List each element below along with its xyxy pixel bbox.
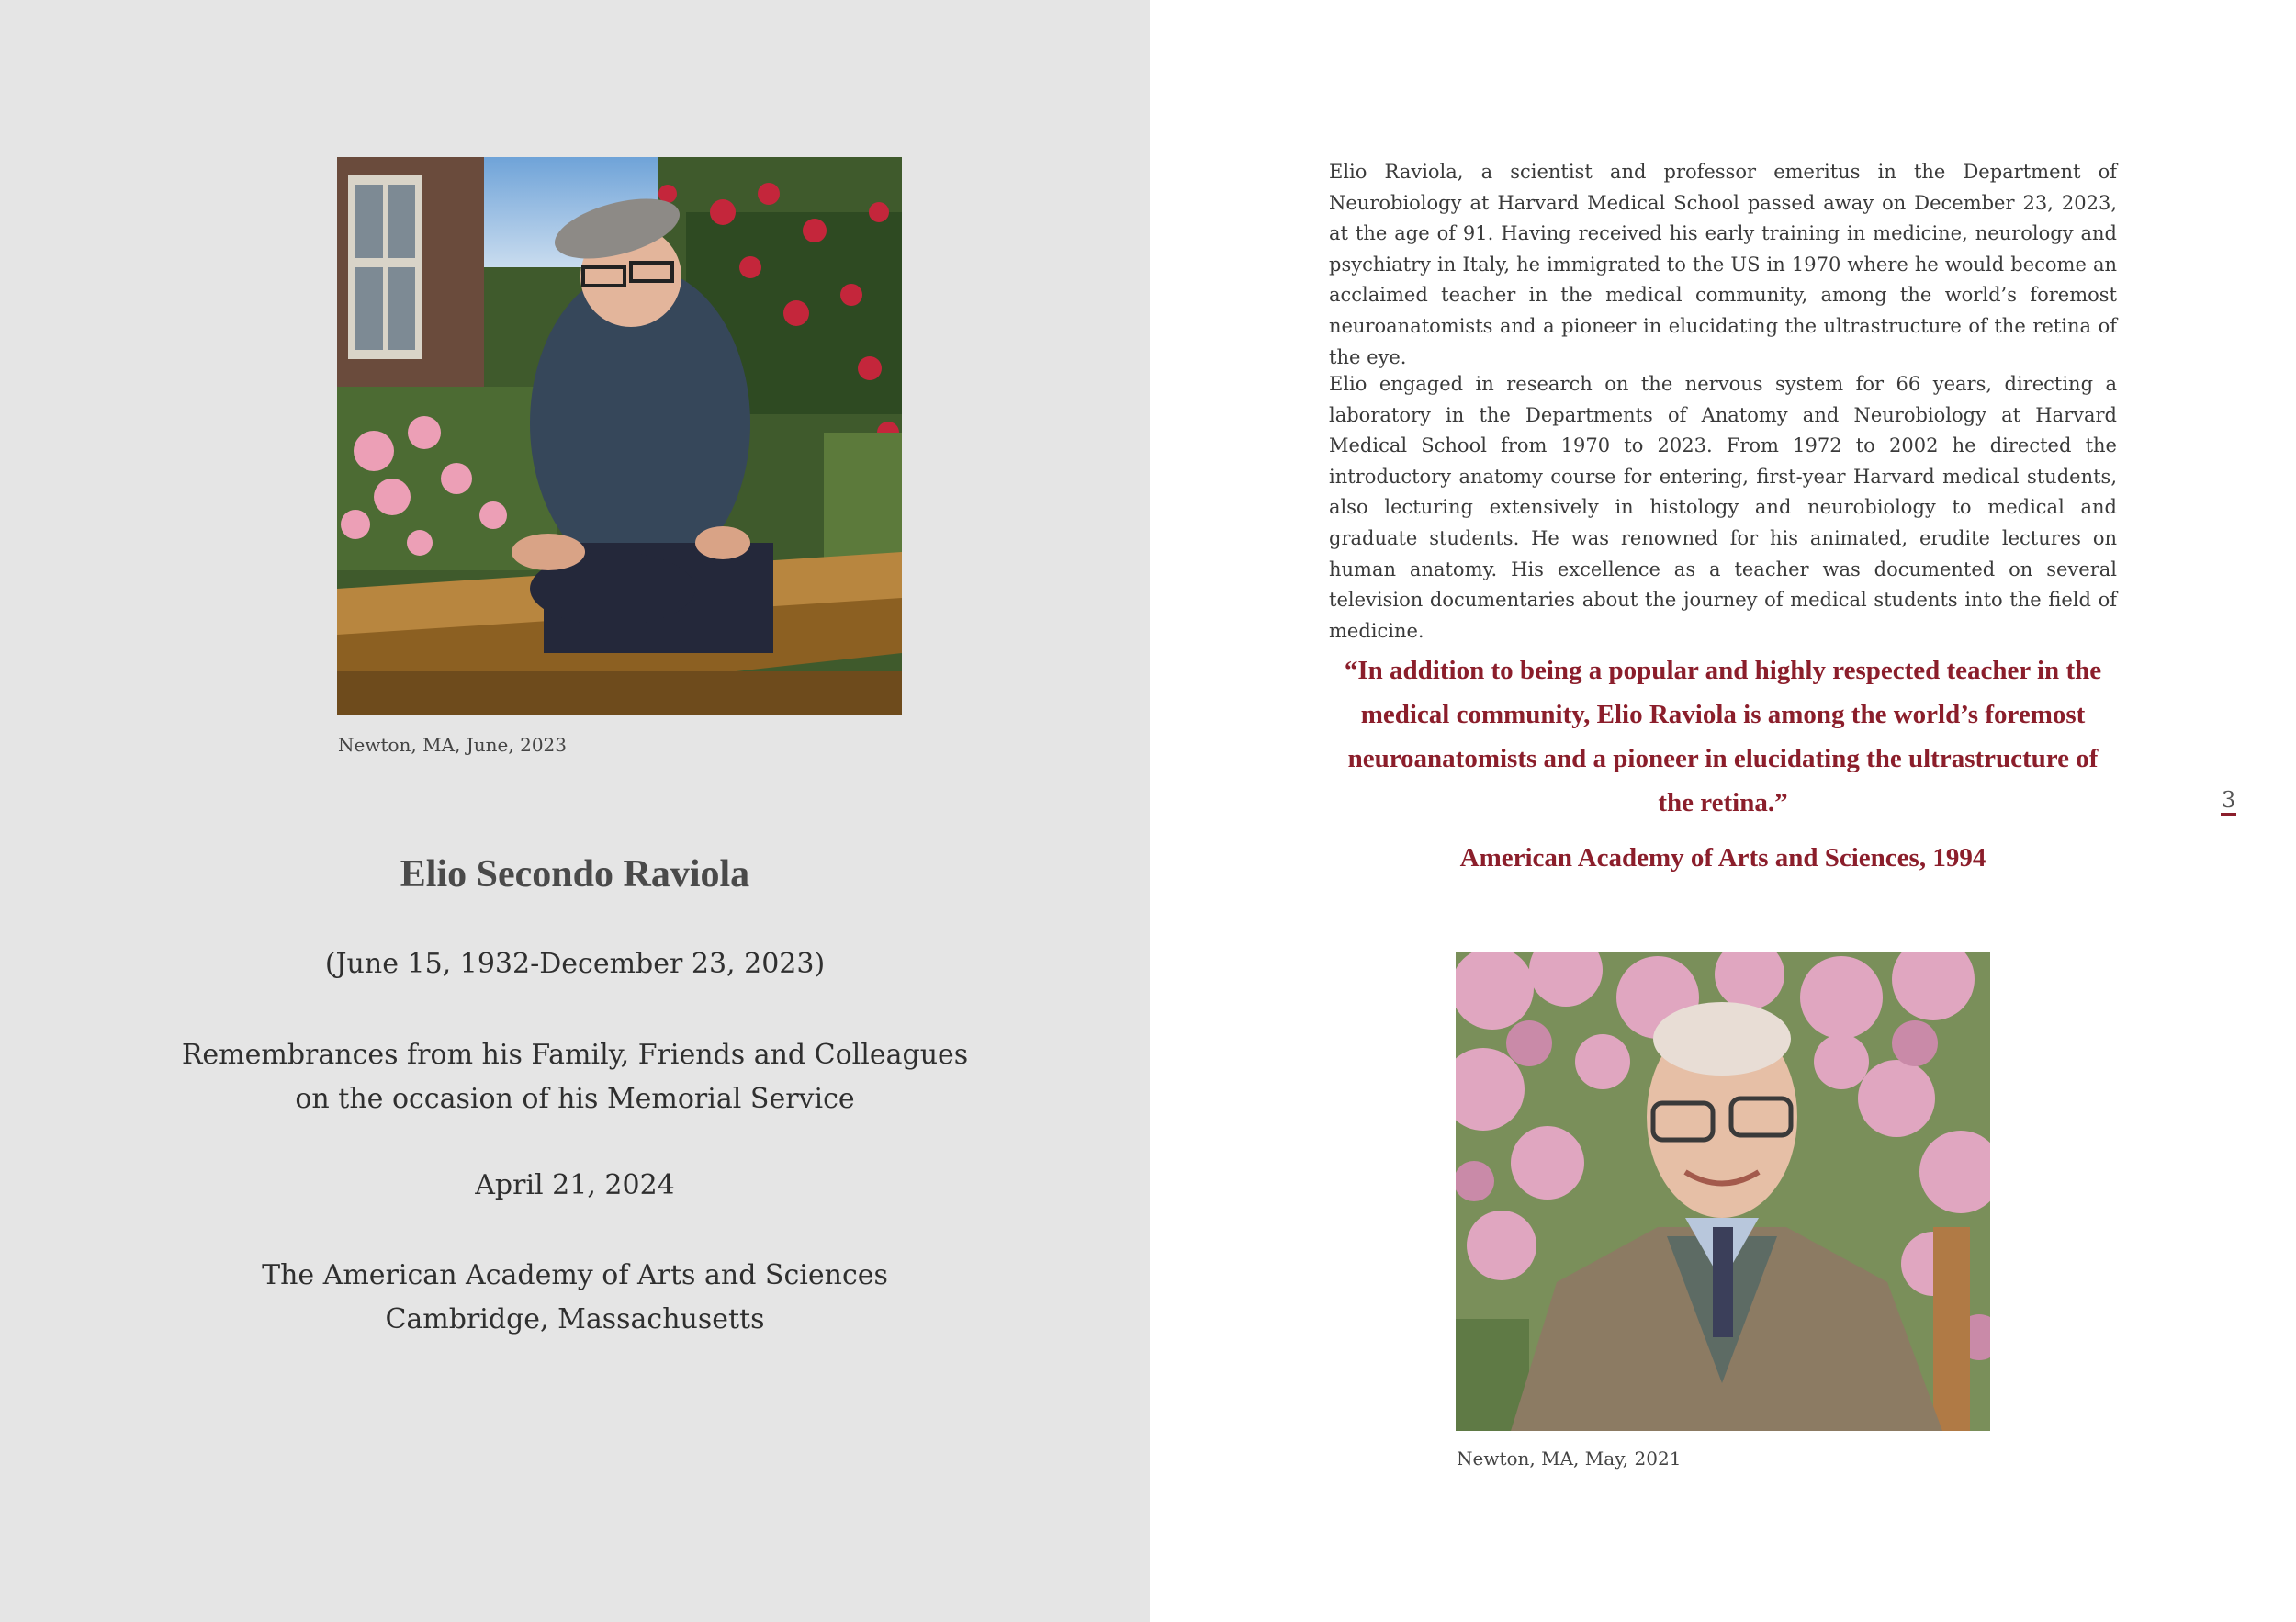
portrait-photo-garden-bench [337, 157, 902, 715]
portrait-photo-cherry-blossom [1456, 952, 1990, 1431]
photo-caption-top: Newton, MA, June, 2023 [338, 734, 567, 756]
venue-line-1: The American Academy of Arts and Sciences [262, 1259, 888, 1291]
page-number: 3 [2221, 787, 2236, 816]
remembrance-line-1: Remembrances from his Family, Friends and Colleagues [181, 1039, 969, 1071]
venue-line-2: Cambridge, Massachusetts [385, 1303, 765, 1335]
obituary-paragraph-2: Elio engaged in research on the nervous system for 66 years, directing a laboratory in the Departments of Anatomy and Neurobiology at Harvard Medical School from 1970 to 2023. From 1972 to 2002 he directed the introductory anatomy course for entering, first-year Harvard medical students, also lecturing extensively in histology and neurobiology to medical and graduate students. He was renowned for his animated, erudite lectures on human anatomy. His excellence as a teacher was documented on several television documentaries about the journey of medical students into the field of medicine. [1329, 373, 2117, 642]
venue [110, 1254, 1040, 1342]
service-date: April 21, 2024 [475, 1169, 675, 1201]
life-dates: (June 15, 1932-December 23, 2023) [324, 948, 826, 980]
photo-caption-bottom: Newton, MA, May, 2021 [1457, 1447, 1682, 1470]
remembrance-text [110, 1033, 1040, 1121]
pull-quote: “In addition to being a popular and highly respected teacher in the medical community, Elio Raviola is among the world’s foremost neuroanatomists and a pioneer in elucidating the ultrastructure of the retina.” [1344, 656, 2102, 817]
memorial-name: Elio Secondo Raviola [400, 853, 750, 895]
obituary-paragraph-1: Elio Raviola, a scientist and professor emeritus in the Department of Neurobiology at Harvard Medical School passed away on December 23, 2023, at the age of 91. Having received his early training in medicine, neurology and psychiatry in Italy, he immigrated to the US in 1970 where he would become an acclaimed teacher in the medical community, among the world’s foremost neuroanatomists and a pioneer in elucidating the ultrastructure of the retina of the eye. [1329, 161, 2117, 368]
quote-attribution: American Academy of Arts and Sciences, 1994 [1459, 843, 1986, 873]
remembrance-line-2: on the occasion of his Memorial Service [295, 1083, 855, 1115]
